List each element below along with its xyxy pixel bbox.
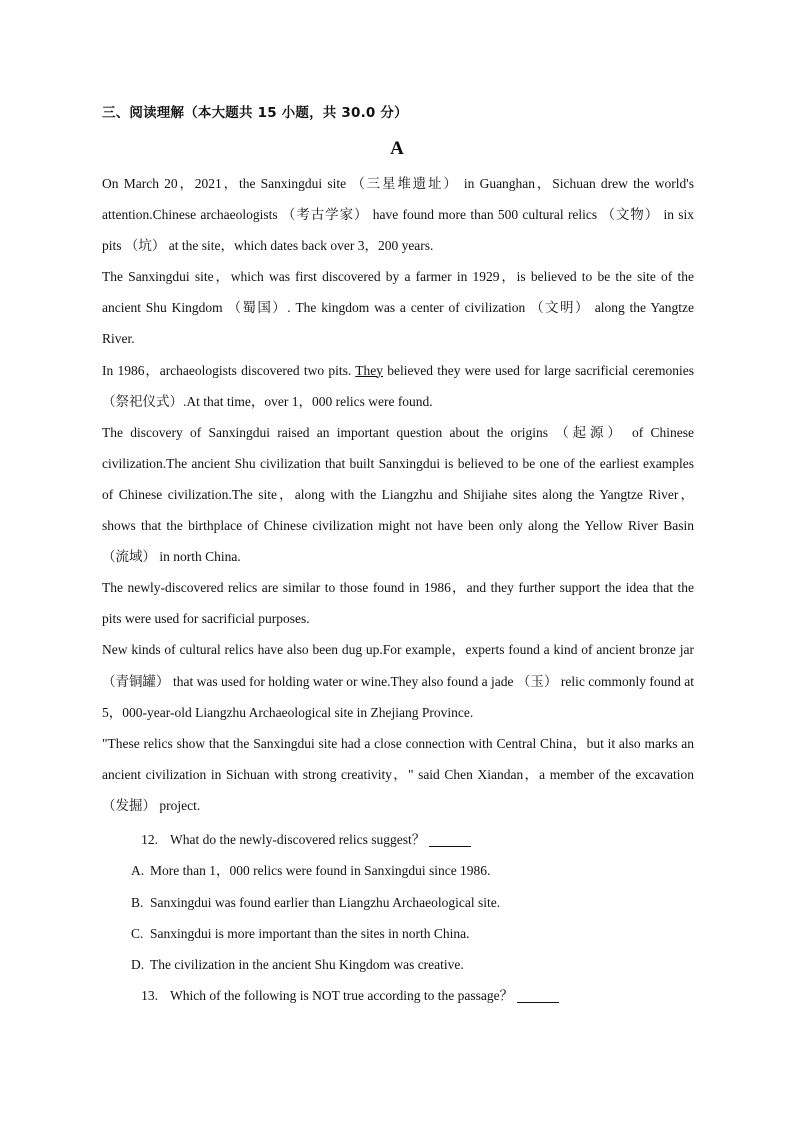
passage-heading: A — [390, 138, 404, 159]
question-number: 12. — [141, 832, 158, 847]
option-text: More than 1，000 relics were found in Sanxingdui since 1986. — [150, 863, 491, 879]
option-text: Sanxingdui was found earlier than Liangzhu Archaeological site. — [150, 894, 501, 910]
question-number: 13. — [141, 988, 158, 1004]
option-letter: C. — [131, 925, 144, 941]
paragraph: The newly-discovered relics are similar to those found in 1986，and they further support the idea that the pits were used for sacrificial purposes. — [102, 580, 694, 627]
answer-blank[interactable] — [429, 832, 471, 847]
section-title: 三、阅读理解（本大题共 15 小题，共 30.0 分） — [102, 105, 408, 121]
option-letter: B. — [131, 894, 144, 910]
option-a[interactable] — [102, 855, 694, 886]
option-letter: A. — [131, 863, 145, 879]
option-letter: D. — [131, 957, 145, 973]
paragraph: New kinds of cultural relics have also been dug up.For example，experts found a kind of ancient bronze jar （青铜罐） that was used for holding water or wine.They also found a jade （玉） relic commonly found at 5，000-year-old Liangzhu Archaeological site in Zhejiang Province. — [102, 642, 694, 720]
option-text: The civilization in the ancient Shu Kingdom was creative. — [150, 957, 464, 973]
question-list — [102, 824, 694, 1012]
question-12 — [102, 824, 694, 855]
option-b[interactable] — [102, 887, 694, 918]
paragraph: The discovery of Sanxingdui raised an important question about the origins （起源） of Chinese civilization.The ancient Shu civilization that built Sanxingdui is believed to be one of the earliest examples of Chinese civilization.The site，along with the Liangzhu and Shijiahe sites along the Yangtze River，shows that the birthplace of Chinese civilization might not have been only along the Yellow River Basin （流域） in north China. — [102, 424, 694, 565]
paragraph: On March 20，2021，the Sanxingdui site （三星堆遗址） in Guanghan，Sichuan drew the world's attention.Chinese archaeologists （考古学家） have found more than 500 cultural relics （文物） in six pits （坑） at the site，which dates back over 3，200 years. — [102, 176, 694, 254]
option-d[interactable] — [102, 949, 694, 980]
question-13 — [102, 980, 694, 1011]
passage-text — [102, 168, 694, 821]
question-text: What do the newly-discovered relics suggest？ — [170, 832, 426, 847]
paragraph-with-underline: In 1986，archaeologists discovered two pits. They believed they were used for large sacrificial ceremonies （祭祀仪式）.At that time，over 1，000 relics were found. — [102, 362, 694, 409]
answer-blank[interactable] — [517, 988, 559, 1003]
underlined-word: They — [355, 362, 383, 378]
option-c[interactable] — [102, 918, 694, 949]
paragraph: The Sanxingdui site，which was first discovered by a farmer in 1929，is believed to be the site of the ancient Shu Kingdom （蜀国）. The kingdom was a center of civilization （文明） along the Yangtze River. — [102, 269, 694, 347]
option-text: Sanxingdui is more important than the sites in north China. — [150, 925, 470, 941]
question-text: Which of the following is NOT true according to the passage？ — [170, 988, 514, 1004]
paragraph: "These relics show that the Sanxingdui site had a close connection with Central China，but it also marks an ancient civilization in Sichuan with strong creativity，" said Chen Xiandan，a member of the excavation （发掘） project. — [102, 735, 694, 813]
